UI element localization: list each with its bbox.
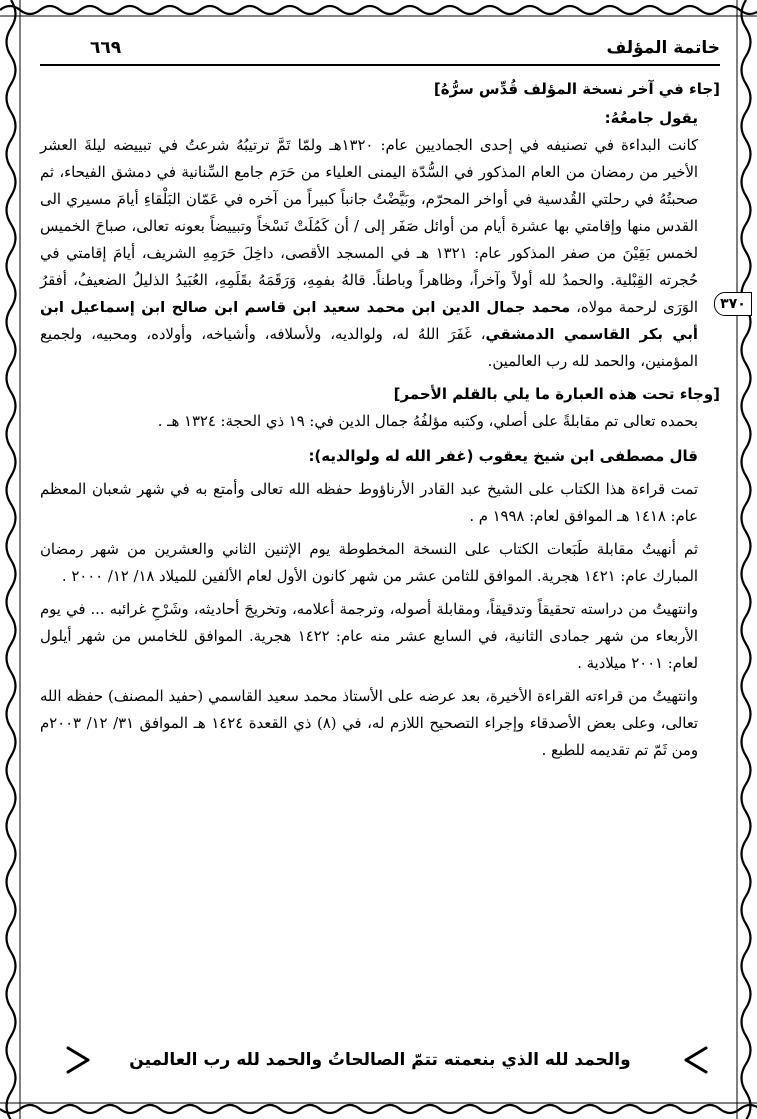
running-header — [40, 38, 720, 64]
author-full-name: محمد جمال الدين ابن محمد سعيد ابن قاسم ابن صالح ابن إسماعيل ابن أبي بكر القاسمي الدمشقي — [40, 299, 698, 343]
left-border-ornament — [0, 0, 22, 1119]
marginal-manuscript-number: ٣٧٠ — [714, 292, 752, 316]
paragraph-editor-final-reading: وانتهيتُ من قراءته القراءة الأخيرة، بعد عرضه على الأستاذ محمد سعيد القاسمي (حفيد المصنف) حفظه الله تعالى، وعلى بعض الأصدقاء وإجراء التصحيح اللازم له، في (٨) ذي القعدة ١٤٢٤ هـ الموافق ٣١/ ١٢/ ٢٠٠٣م ومن ثَمّ تم تقديمه للطبع . — [40, 688, 698, 759]
top-border-ornament — [0, 2, 757, 18]
bottom-border-ornament — [0, 1101, 757, 1117]
paragraph-editor-study: وانتهيتُ من دراسته تحقيقاً وتدقيقاً، ومقابلة أصوله، وترجمة أعلامه، وتخريجَ أحاديثه، وشَرْحِ غرائبه ... في يوم الأربعاء من شهر جمادى الثانية، في السابع عشر منه عام: ١٤٢٢ هجرية. الموافق للخامس من شهر أيلول لعام: ٢٠٠١ ميلادية . — [40, 601, 698, 672]
running-title: خاتمة المؤلف — [606, 38, 720, 58]
right-bracket-ornament — [682, 1045, 710, 1075]
section-heading-editor: قال مصطفى ابن شيخ يعقوب (غفر الله له ولوالديه): — [308, 447, 698, 465]
closing-text: والحمد لله الذي بنعمته تتمّ الصالحاتُ والحمد لله رب العالمين — [129, 1050, 631, 1070]
page-number: ٦٦٩ — [90, 38, 122, 58]
left-bracket-ornament — [64, 1045, 92, 1075]
section-heading-red-pen: [وجاء تحت هذه العبارة ما يلي بالقلم الأحمر] — [393, 385, 720, 403]
page-body — [40, 76, 720, 1090]
section-subheading: يقول جامعُهُ: — [604, 109, 698, 127]
paragraph-editor-collation: ثم أنهيتُ مقابلة طَبَعات الكتاب على النسخة المخطوطة يوم الإثنين الثاني والعشرين من شهر رمضان المبارك عام: ١٤٢١ هجرية. الموافق للثامن عشر من شهر كانون الأول لعام الألفين للميلاد ١٨/ ١٢/ ٢٠٠٠ . — [40, 541, 698, 585]
paragraph-editor-reading: تمت قراءة هذا الكتاب على الشيخ عبد القادر الأرناؤوط حفظه الله تعالى وأمتع به في شهر شعبان المعظم عام: ١٤١٨ هـ الموافق لعام: ١٩٩٨ م . — [40, 481, 698, 525]
closing-doxology — [40, 1042, 720, 1078]
colophon-tail: ، غَفَرَ اللهُ له، ولوالديه، ولأسلافه، وأشياخه، وأولاده، ومحبيه، ولجميع المؤمنين، والحمد لله رب العالمين. — [40, 326, 698, 370]
book-page — [40, 30, 746, 1090]
paragraph-author-colophon — [40, 132, 720, 375]
header-rule — [40, 64, 720, 66]
section-heading-author-note: [جاء في آخر نسخة المؤلف قُدِّس سرُّهُ] — [433, 80, 720, 98]
right-border-ornament — [735, 0, 757, 1119]
colophon-text: كانت البداءة في تصنيفه في إحدى الجماديين عام: ١٣٢٠هـ ولمّا تَمَّ ترتيبُهُ شرعتُ في تبييضه ليلةَ العشر الأخير من رمضان من العام المذكور في السُّدّة اليمنى العلياء من حَرَم جامع السِّنانية في دمشق الفيحاء، ثم صحبتُهُ في رحلتي القُدسية في أواخر المحرّم، وبَيَّضْتُ جانباً كبيراً من آخره في عَمّان البَلْقاءِ أيامَ مسيري الى القدس منها وإقامتي بها عشرة أيام من أوائل صَفَر إلى / أن كَمُلَتْ نَسْخاً وتبييضاً بعونه تعالى، صباحَ الخميس لخمس بَقِيْنَ من صفر المذكور عام: ١٣٢١ هـ في المسجد الأقصى، داخِلَ حَرَمِهِ الشريف، أيامَ إقامتي في حُجرته القِبْلية. والحمدُ لله أولاً وآخراً، وظاهراً وباطناً. قالهُ بفمِهِ، وَرَقَمَهُ بقَلَمِهِ، العُبَيدُ الذليلُ الضعيفُ، أفقرُ الوَرَى لرحمة مولاه، — [40, 137, 699, 316]
paragraph-red-pen-note: بحمده تعالى تم مقابلةً على أصلي، وكتبه مؤلفُهُ جمال الدين في: ١٩ ذي الحجة: ١٣٢٤ هـ . — [157, 413, 698, 430]
